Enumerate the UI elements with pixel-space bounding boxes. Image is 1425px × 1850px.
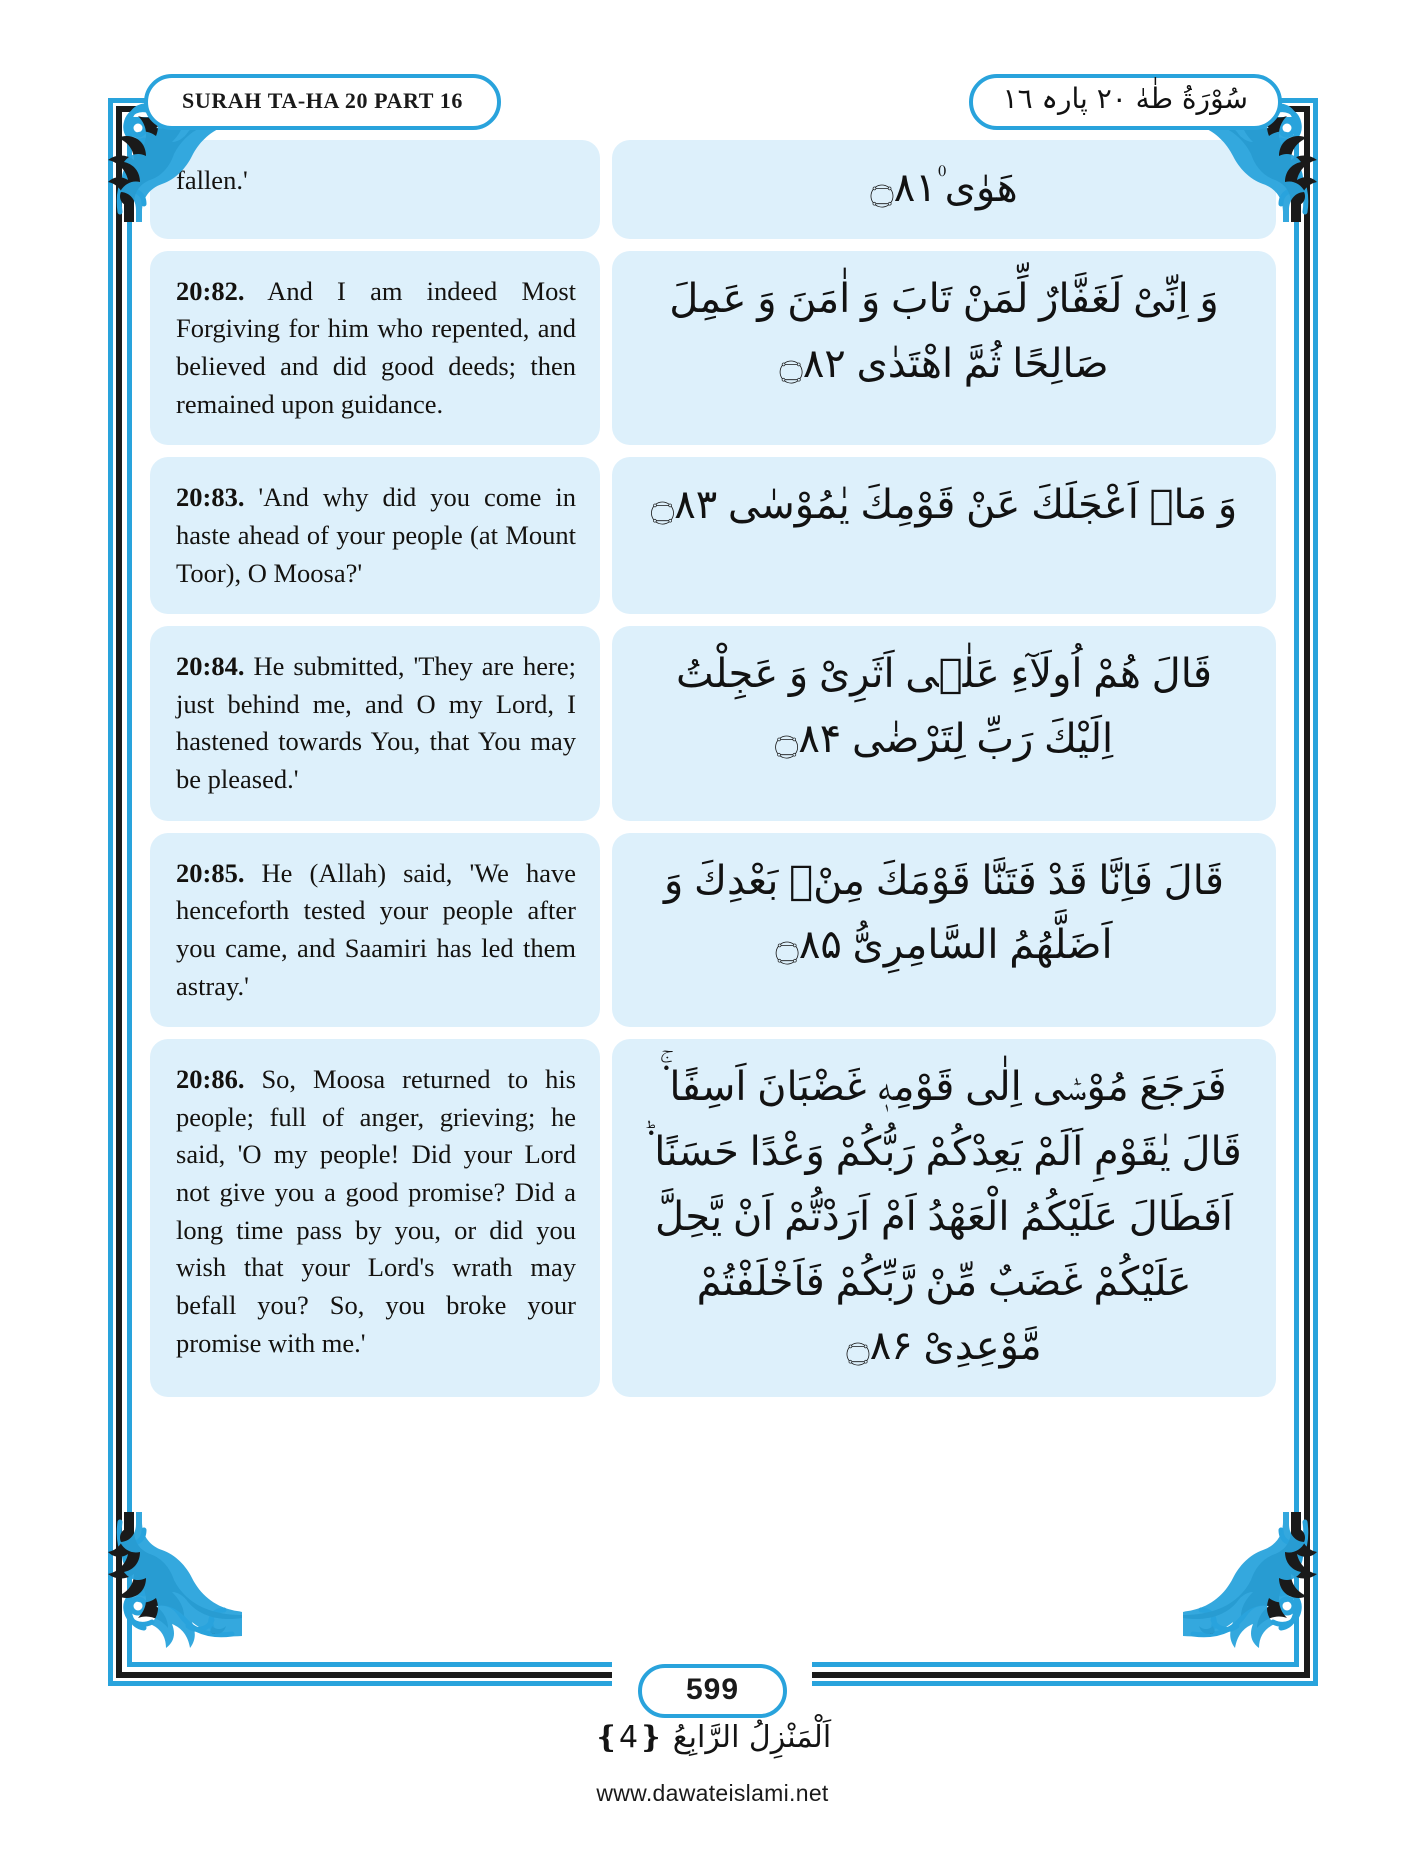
verse-arabic-cell xyxy=(612,833,1276,1028)
corner-ornament-bottom-left xyxy=(92,1512,242,1662)
page-header xyxy=(108,66,1318,138)
verse-arabic-cell xyxy=(612,1039,1276,1397)
verse-translation-cell xyxy=(150,1039,600,1397)
surah-title-badge-arabic xyxy=(969,74,1282,130)
verse-translation-cell xyxy=(150,457,600,614)
manzil-label: اَلْمَنْزِلُ الرَّابِعُ ❴4❵ xyxy=(593,1720,832,1755)
page-footer xyxy=(0,1656,1425,1726)
verse-arabic-cell xyxy=(612,457,1276,614)
verse-arabic-text: فَرَجَعَ مُوْسٰۤى اِلٰى قَوْمِهٖ غَضْبَانَ اَسِفًا ۬ۚ قَالَ یٰقَوْمِ اَلَمْ یَعِدْكُمْ رَبُّكُمْ وَعْدًا حَسَنًا ۬ؕ اَفَطَالَ عَلَیْكُمُ الْعَهْدُ اَمْ اَرَدْتُّمْ اَنْ یَّحِلَّ عَلَیْكُمْ غَضَبٌ مِّنْ رَّبِّكُمْ فَاَخْلَفْتُمْ مَّوْعِدِیْ ۝۸۶ xyxy=(646,1064,1242,1370)
verse-number: 20:82. xyxy=(176,275,245,306)
verse-number: 20:86. xyxy=(176,1064,245,1095)
verse-number: 20:85. xyxy=(176,857,245,888)
verse-row xyxy=(150,626,1276,821)
verse-translation-text: So, Moosa returned to his people; full of anger, grieving; he said, 'O my people! Did your Lord not give you a good promise? Did a long time pass by you, or did you wish that your Lord's wrath may befall you? So, you broke your promise with me.' xyxy=(176,1064,576,1358)
website-url[interactable]: www.dawateislami.net xyxy=(596,1780,829,1806)
verse-arabic-text: قَالَ فَاِنَّا قَدْ فَتَنَّا قَوْمَكَ مِنْۢ بَعْدِكَ وَ اَضَلَّهُمُ السَّامِرِیُّ ۝۸۵ xyxy=(663,857,1225,969)
page-number-badge xyxy=(638,1664,787,1718)
verse-translation-text: fallen.' xyxy=(176,165,248,195)
verse-arabic-text: قَالَ هُمْ اُولَآءِ عَلٰۤى اَثَرِیْ وَ عَجِلْتُ اِلَیْكَ رَبِّ لِتَرْضٰى ۝۸۴ xyxy=(675,651,1213,762)
verse-translation-text: And I am indeed Most Forgiving for him who repented, and believed and did good deeds; then remained upon guidance. xyxy=(176,275,576,419)
verse-translation-text: He (Allah) said, 'We have henceforth tested your people after you came, and Saamiri has led them astray.' xyxy=(176,857,576,1001)
verse-translation-cell xyxy=(150,626,600,821)
verse-arabic-text: وَ اِنِّیْ لَغَفَّارٌ لِّمَنْ تَابَ وَ اٰمَنَ وَ عَمِلَ صَالِحًا ثُمَّ اهْتَدٰى ۝۸۲ xyxy=(669,275,1219,387)
verse-translation-cell xyxy=(150,251,600,446)
verse-arabic-cell xyxy=(612,626,1276,821)
verse-row xyxy=(150,457,1276,614)
verse-list xyxy=(150,140,1276,1640)
corner-ornament-bottom-right xyxy=(1183,1512,1333,1662)
verse-arabic-cell xyxy=(612,140,1276,239)
verse-number: 20:83. xyxy=(176,482,245,513)
verse-row xyxy=(150,833,1276,1028)
verse-arabic-text: هَوٰى ۠۝۸۱ xyxy=(870,165,1018,211)
verse-translation-text: He submitted, 'They are here; just behind me, and O my Lord, I hastened towards You, that You may be pleased.' xyxy=(176,651,576,795)
verse-row xyxy=(150,251,1276,446)
verse-arabic-text: وَ مَاۤ اَعْجَلَكَ عَنْ قَوْمِكَ یٰمُوْسٰى ۝۸۳ xyxy=(650,482,1238,529)
verse-arabic-cell xyxy=(612,251,1276,446)
surah-title-arabic: سُوْرَةُ طٰهٰ ٢٠ پارہ ١٦ xyxy=(1002,82,1248,115)
page-number: 599 xyxy=(685,1673,740,1706)
verse-translation-text: 'And why did you come in haste ahead of your people (at Mount Toor), O Moosa?' xyxy=(176,482,576,588)
verse-translation-cell xyxy=(150,833,600,1028)
verse-number: 20:84. xyxy=(176,651,245,682)
surah-title-badge-english xyxy=(144,74,501,130)
verse-row xyxy=(150,1039,1276,1397)
surah-title-english: SURAH TA-HA 20 PART 16 xyxy=(182,88,463,113)
verse-row xyxy=(150,140,1276,239)
